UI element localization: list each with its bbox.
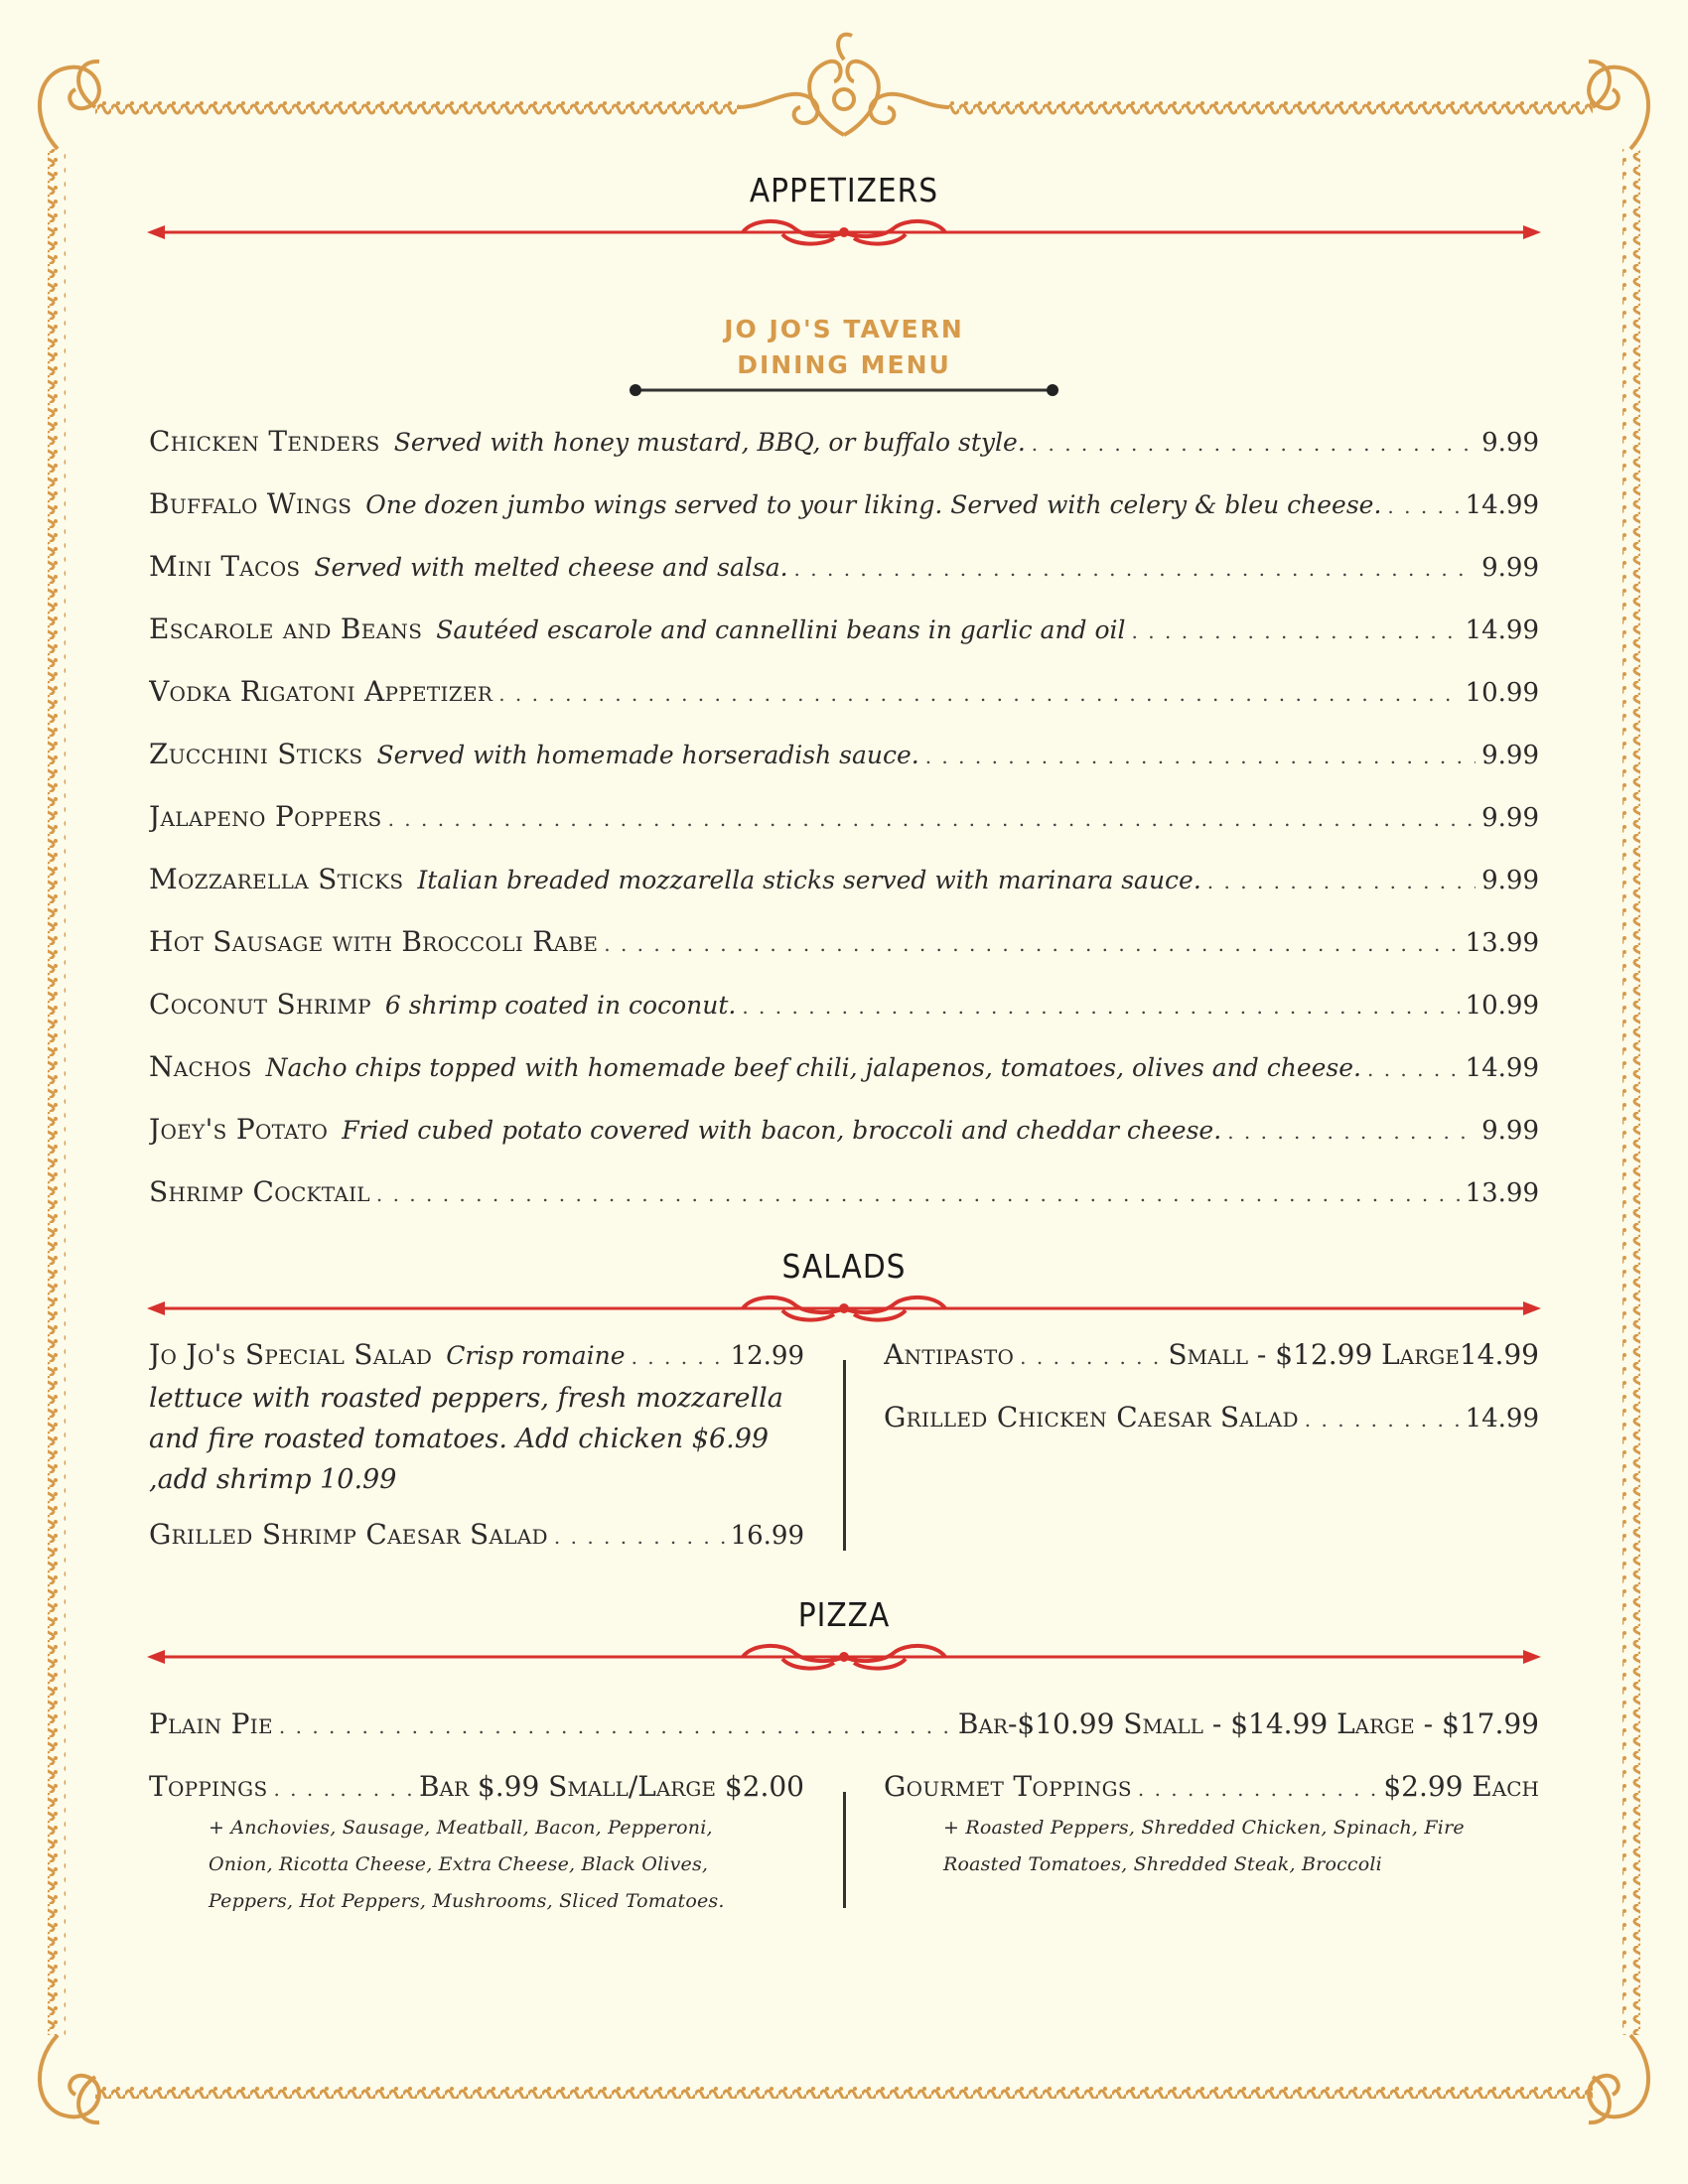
- item-description: One dozen jumbo wings served to your liking. Served with celery & bleu cheese.: [365, 490, 1382, 519]
- menu-item-special-salad: [149, 1340, 804, 1378]
- item-name: Vodka Rigatoni Appetizer: [149, 677, 493, 708]
- leader-dots: [1138, 1774, 1377, 1804]
- menu-item: [149, 427, 1539, 489]
- item-description: Served with homemade horseradish sauce.: [376, 741, 919, 769]
- item-price: Bar $.99 Small/Large $2.00: [418, 1772, 804, 1803]
- item-name: Toppings: [149, 1772, 268, 1803]
- leader-dots: [1305, 1405, 1460, 1434]
- column-divider: [843, 1792, 846, 1908]
- menu-item-shrimp-caesar: [149, 1520, 804, 1558]
- item-price: 14.99: [1465, 1053, 1539, 1083]
- pizza-gourmet-column: [884, 1772, 1539, 1883]
- item-name: Coconut Shrimp: [149, 990, 371, 1021]
- item-name: Nachos: [149, 1052, 252, 1083]
- item-price: 10.99: [1465, 678, 1539, 708]
- item-name: Antipasto: [884, 1340, 1015, 1371]
- item-name: Plain Pie: [149, 1709, 273, 1740]
- item-price: Small - $12.99 Large14.99: [1168, 1340, 1539, 1371]
- item-price: 13.99: [1465, 1178, 1539, 1208]
- item-name: Hot Sausage with Broccoli Rabe: [149, 927, 599, 958]
- menu-item: [149, 802, 1539, 865]
- leader-dots: [1020, 1342, 1162, 1372]
- item-price: 13.99: [1465, 928, 1539, 958]
- leader-dots: [1367, 1054, 1460, 1084]
- menu-item: [149, 614, 1539, 677]
- menu-item-antipasto: [884, 1340, 1539, 1403]
- item-description: Served with melted cheese and salsa.: [314, 553, 788, 582]
- item-name: Chicken Tenders: [149, 427, 380, 458]
- appetizer-list: [149, 427, 1539, 1240]
- section-title: PIZZA: [797, 1595, 891, 1634]
- menu-item: [149, 677, 1539, 740]
- item-price: 9.99: [1481, 1116, 1539, 1146]
- brand-line-1: JO JO'S TAVERN: [724, 315, 964, 343]
- item-name: Jo Jo's Special Salad: [149, 1340, 433, 1371]
- item-price: 9.99: [1481, 803, 1539, 833]
- leader-dots: [388, 804, 1477, 834]
- item-name: Escarole and Beans: [149, 614, 423, 645]
- item-price: 9.99: [1481, 741, 1539, 770]
- item-description: Sautéed escarole and cannellini beans in garlic and oil: [436, 615, 1126, 644]
- leader-dots: [1387, 491, 1459, 521]
- item-description: Nacho chips topped with homemade beef chili, jalapenos, tomatoes, olives and cheese.: [265, 1053, 1361, 1082]
- item-price: 16.99: [730, 1521, 804, 1551]
- item-price: Bar-$10.99 Small - $14.99 Large - $17.99: [957, 1709, 1539, 1740]
- toppings-list: + Anchovies, Sausage, Meatball, Bacon, Pepperoni, Onion, Ricotta Cheese, Extra Cheese, Black Olives, Peppers, Hot Peppers, Mushrooms, Sliced Tomatoes.: [209, 1817, 725, 1912]
- leader-dots: [376, 1179, 1460, 1209]
- column-divider: [843, 1360, 846, 1551]
- item-name: Jalapeno Poppers: [149, 802, 382, 833]
- menu-item: [149, 865, 1539, 927]
- restaurant-brand: [0, 312, 1688, 383]
- item-price: 9.99: [1481, 553, 1539, 583]
- brand-rule: [628, 381, 1060, 399]
- item-description: Fried cubed potato covered with bacon, broccoli and cheddar cheese.: [342, 1116, 1222, 1145]
- item-price: 9.99: [1481, 428, 1539, 458]
- menu-item: [149, 489, 1539, 552]
- menu-item: [149, 552, 1539, 614]
- item-price: $2.99 Each: [1383, 1772, 1539, 1803]
- leader-dots: [742, 992, 1459, 1022]
- leader-dots: [632, 1342, 725, 1372]
- item-description-continued: lettuce with roasted peppers, fresh mozzarella and fire roasted tomatoes. Add chicken $6.99 ,add shrimp 10.99: [149, 1383, 783, 1495]
- menu-item-gourmet-toppings: [884, 1772, 1539, 1810]
- menu-item: [149, 1115, 1539, 1177]
- leader-dots: [498, 679, 1459, 709]
- item-price: 14.99: [1465, 1404, 1539, 1433]
- menu-item: [149, 740, 1539, 802]
- menu-item: [149, 927, 1539, 990]
- ornament-divider: [147, 1637, 1541, 1677]
- item-description: Crisp romaine: [446, 1341, 626, 1370]
- menu-item-toppings: [149, 1772, 804, 1810]
- menu-item: [149, 1052, 1539, 1115]
- item-name: Zucchini Sticks: [149, 740, 363, 770]
- item-description: Served with honey mustard, BBQ, or buffalo style.: [393, 428, 1026, 457]
- crest-ornament: [739, 35, 949, 135]
- salads-left-column: [149, 1340, 804, 1558]
- item-price: 14.99: [1465, 490, 1539, 520]
- section-title: SALADS: [781, 1247, 907, 1286]
- leader-dots: [273, 1774, 412, 1804]
- leader-dots: [1227, 1117, 1476, 1147]
- leader-dots: [279, 1711, 952, 1741]
- item-price: 10.99: [1465, 991, 1539, 1021]
- leader-dots: [554, 1522, 725, 1552]
- leader-dots: [1032, 429, 1476, 459]
- item-name: Mini Tacos: [149, 552, 301, 583]
- item-name: Gourmet Toppings: [884, 1772, 1132, 1803]
- item-price: 9.99: [1481, 866, 1539, 895]
- item-description: Italian breaded mozzarella sticks served with marinara sauce.: [417, 866, 1201, 894]
- pizza-header: [147, 1593, 1541, 1677]
- leader-dots: [1132, 616, 1460, 646]
- item-price: 14.99: [1465, 615, 1539, 645]
- pizza-toppings-column: [149, 1772, 804, 1920]
- leader-dots: [604, 929, 1459, 959]
- item-name: Buffalo Wings: [149, 489, 352, 520]
- leader-dots: [1207, 867, 1476, 896]
- ornament-divider: [147, 212, 1541, 252]
- ornament-divider: [147, 1289, 1541, 1328]
- item-name: Grilled Chicken Caesar Salad: [884, 1403, 1299, 1433]
- brand-line-2: DINING MENU: [737, 350, 951, 379]
- item-name: Grilled Shrimp Caesar Salad: [149, 1520, 548, 1551]
- item-name: Mozzarella Sticks: [149, 865, 404, 895]
- menu-item-chicken-caesar: [884, 1403, 1539, 1440]
- salads-header: [147, 1245, 1541, 1328]
- menu-item: [149, 990, 1539, 1052]
- leader-dots: [925, 742, 1476, 771]
- item-name: Shrimp Cocktail: [149, 1177, 370, 1208]
- item-price: 12.99: [730, 1341, 804, 1371]
- item-description: 6 shrimp coated in coconut.: [384, 991, 737, 1020]
- appetizers-header: [147, 169, 1541, 252]
- section-title: APPETIZERS: [749, 171, 939, 209]
- menu-item-plain-pie: [149, 1709, 1539, 1747]
- salads-right-column: [884, 1340, 1539, 1440]
- leader-dots: [794, 554, 1477, 584]
- gourmet-toppings-list: + Roasted Peppers, Shredded Chicken, Spinach, Fire Roasted Tomatoes, Shredded Steak, Broccoli: [943, 1817, 1465, 1875]
- menu-item: [149, 1177, 1539, 1240]
- item-name: Joey's Potato: [149, 1115, 329, 1146]
